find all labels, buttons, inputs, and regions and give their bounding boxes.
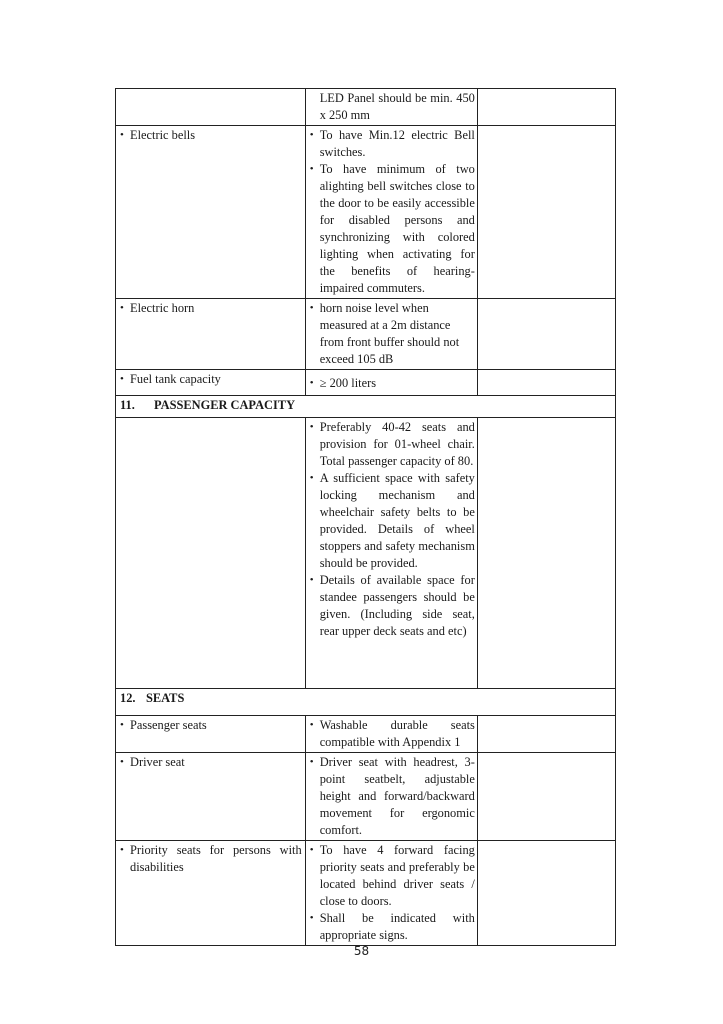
table-row: [116, 418, 616, 689]
spec-bullet: • To have 4 forward facing priority seats and preferably be located behind driver seats / close to doors.: [310, 842, 475, 910]
table-row: [116, 716, 616, 753]
spec-text: LED Panel should be min. 450 x 250 mm: [319, 91, 475, 122]
table-row: [116, 370, 616, 396]
spec-cell: [305, 89, 477, 126]
spec-bullet: • horn noise level when measured at a 2m distance from front buffer should not exceed 105 dB: [310, 300, 469, 368]
spec-bullet: • Details of available space for standee passengers should be given. (Including side seat, rear upper deck seats and etc): [310, 572, 475, 640]
item-label: • Driver seat: [120, 754, 302, 771]
item-cell: [116, 753, 306, 841]
spec-bullet: • Driver seat with headrest, 3-point seatbelt, adjustable height and forward/backward movement for ergonomic comfort.: [310, 754, 475, 839]
spec-cell: [305, 370, 477, 396]
item-cell: [116, 370, 306, 396]
section-heading-cell: [116, 396, 616, 418]
spec-bullet: • Shall be indicated with appropriate signs.: [310, 910, 475, 944]
table-row: [116, 841, 616, 946]
spec-bullet: • Preferably 40-42 seats and provision for 01-wheel chair. Total passenger capacity of 80.: [310, 419, 475, 470]
item-cell: [116, 89, 306, 126]
item-label: • Electric bells: [120, 127, 302, 144]
spec-cell: [305, 716, 477, 753]
section-number: 12.: [120, 691, 136, 705]
remarks-cell: [477, 299, 615, 370]
item-cell: [116, 418, 306, 689]
spec-bullet: • ≥ 200 liters: [310, 376, 474, 391]
section-title: SEATS: [146, 691, 185, 705]
item-label: • Passenger seats: [120, 717, 302, 734]
remarks-cell: [477, 126, 615, 299]
spec-bullet: • To have Min.12 electric Bell switches.: [310, 127, 475, 161]
table-row: [116, 299, 616, 370]
section-header: [116, 396, 616, 418]
specification-table: [115, 88, 616, 946]
remarks-cell: [477, 716, 615, 753]
section-number: 11.: [120, 398, 135, 412]
item-label: • Electric horn: [120, 300, 302, 317]
item-cell: [116, 716, 306, 753]
item-cell: [116, 299, 306, 370]
spec-bullet: • A sufficient space with safety locking mechanism and wheelchair safety belts to be provided. Details of wheel stoppers and safety mechanism should be provided.: [310, 470, 475, 572]
spec-bullet: • To have minimum of two alighting bell switches close to the door to be easily accessible for disabled persons and synchronizing with colored lighting when activating for the benefits of hearing-impaired commuters.: [310, 161, 475, 297]
item-cell: [116, 126, 306, 299]
remarks-cell: [477, 753, 615, 841]
item-label: • Priority seats for persons with disabilities: [120, 842, 302, 876]
section-header: [116, 689, 616, 716]
section-title: PASSENGER CAPACITY: [154, 398, 296, 412]
spec-cell: [305, 418, 477, 689]
table-row: [116, 89, 616, 126]
spec-cell: [305, 841, 477, 946]
spec-cell: [305, 753, 477, 841]
item-label: • Fuel tank capacity: [120, 371, 302, 388]
spec-bullet: • Washable durable seats compatible with Appendix 1: [310, 717, 475, 751]
table-row: [116, 753, 616, 841]
remarks-cell: [477, 370, 615, 396]
spec-cell: [305, 126, 477, 299]
remarks-cell: [477, 418, 615, 689]
spec-cell: [305, 299, 477, 370]
section-heading-cell: [116, 689, 616, 716]
item-cell: [116, 841, 306, 946]
page-number: 58: [353, 944, 370, 958]
remarks-cell: [477, 841, 615, 946]
table-row: [116, 126, 616, 299]
remarks-cell: [477, 89, 615, 126]
